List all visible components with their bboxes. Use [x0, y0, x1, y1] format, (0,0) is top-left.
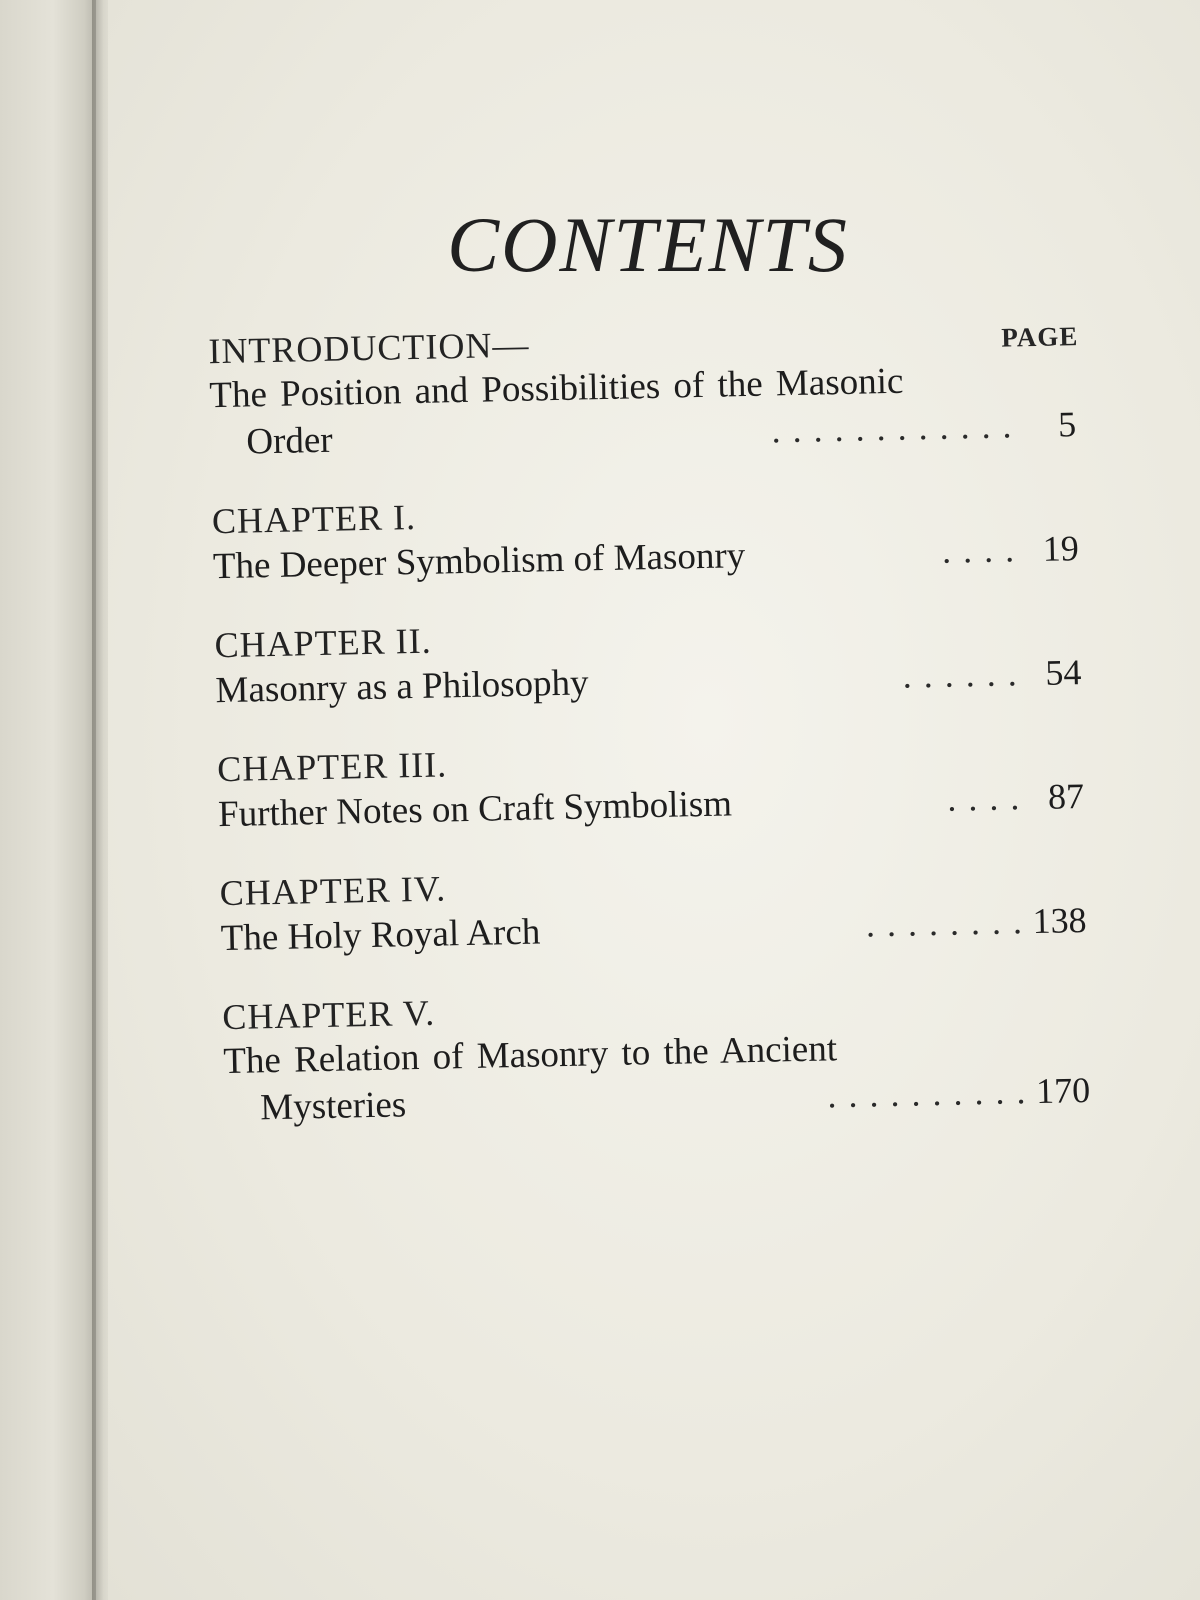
table-of-contents — [174, 311, 1091, 1166]
page-number: 87 — [1047, 776, 1085, 817]
dot-leader: . . . . — [948, 786, 1023, 817]
chapter-title-line1: The Relation of Masonry to the Ancient — [222, 1028, 838, 1083]
page-number: 170 — [1035, 1069, 1091, 1112]
introduction-label: INTRODUCTION— — [208, 324, 530, 372]
page-number: 138 — [1032, 900, 1087, 942]
introduction-title-line2: Order — [245, 419, 334, 463]
toc-entry-chapter-5 — [188, 977, 1091, 1136]
dot-leader: . . . . . . . . . . . . — [772, 414, 1015, 449]
toc-entry-introduction — [174, 311, 1077, 470]
chapter-title: The Holy Royal Arch — [220, 911, 541, 960]
page-number: 54 — [1044, 652, 1082, 693]
toc-entry-chapter-3 — [183, 729, 1085, 842]
chapter-label: CHAPTER I. — [211, 496, 417, 542]
facing-page-edge — [0, 0, 96, 1600]
dot-leader: . . . . . . — [903, 662, 1020, 694]
chapter-label: CHAPTER IV. — [219, 868, 447, 914]
page-number: 5 — [1057, 404, 1077, 445]
chapter-title: Masonry as a Philosophy — [215, 662, 589, 712]
dot-leader: . . . . . . . . . . — [828, 1080, 1029, 1114]
page-number: 19 — [1042, 528, 1080, 569]
chapter-title: Further Notes on Craft Symbolism — [217, 783, 733, 836]
dot-leader: . . . . — [943, 538, 1018, 569]
page-title: CONTENTS — [447, 201, 849, 288]
toc-entry-chapter-2 — [180, 605, 1082, 718]
toc-entry-chapter-1 — [178, 481, 1080, 594]
contents-page — [108, 0, 1200, 1600]
chapter-label: CHAPTER III. — [216, 744, 448, 790]
introduction-title-line1: The Position and Possibilities of the Masonic — [208, 360, 904, 417]
chapter-label: CHAPTER II. — [214, 620, 432, 666]
dot-leader: . . . . . . . . — [866, 910, 1025, 943]
page-column-label: PAGE — [1001, 321, 1079, 353]
toc-entry-chapter-4 — [185, 853, 1087, 966]
chapter-title-line2: Mysteries — [259, 1084, 407, 1129]
chapter-title: The Deeper Symbolism of Masonry — [212, 535, 746, 588]
chapter-label: CHAPTER V. — [221, 992, 436, 1038]
